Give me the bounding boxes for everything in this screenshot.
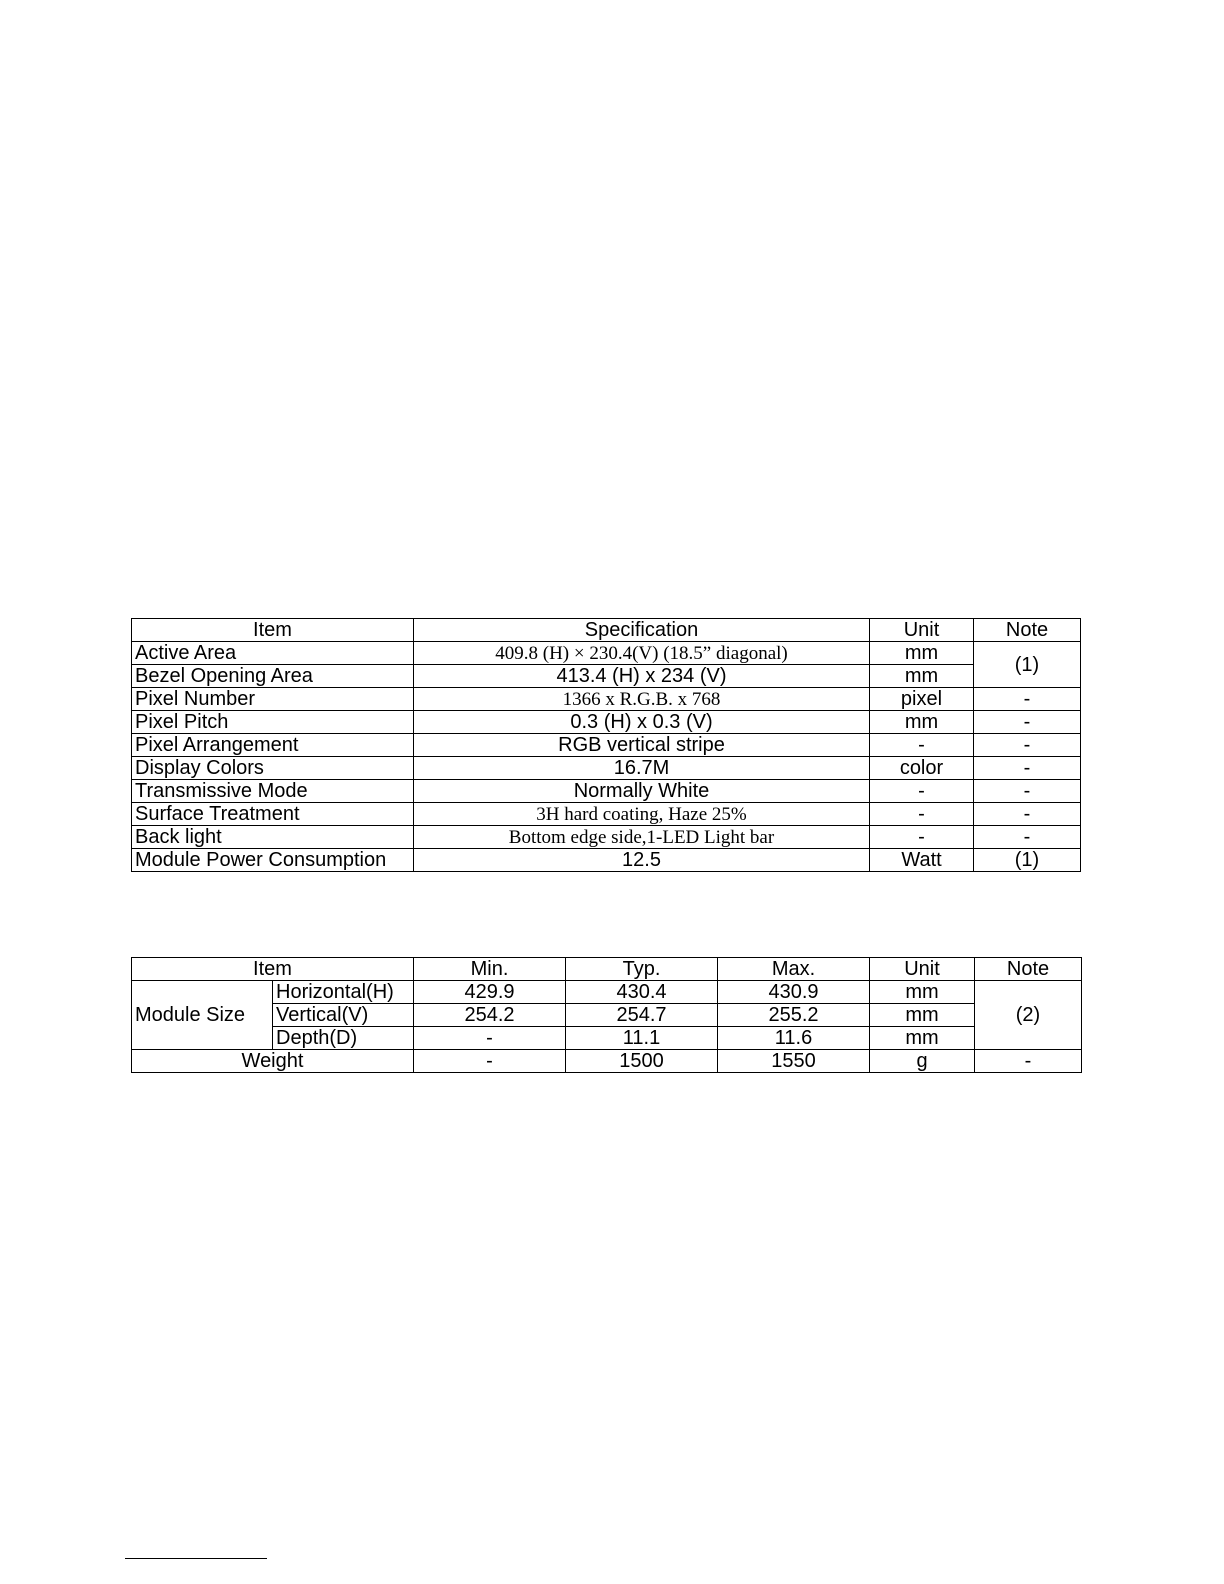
row-item: Module Power Consumption [132, 849, 414, 872]
row-max: 11.6 [718, 1027, 870, 1050]
row-max: 255.2 [718, 1004, 870, 1027]
header-item: Item [132, 619, 414, 642]
row-typ: 430.4 [566, 981, 718, 1004]
table-row [132, 1050, 1082, 1073]
row-item: Transmissive Mode [132, 780, 414, 803]
row-spec: 12.5 [414, 849, 870, 872]
header-unit: Unit [870, 619, 974, 642]
row-spec: 1366 x R.G.B. x 768 [414, 688, 870, 711]
header-unit: Unit [870, 958, 975, 981]
row-unit: mm [870, 1027, 975, 1050]
header-note: Note [975, 958, 1082, 981]
table-row [132, 826, 1081, 849]
table-row [132, 734, 1081, 757]
table-row [132, 1004, 1082, 1027]
footnote-divider [125, 1558, 267, 1559]
table-row [132, 1027, 1082, 1050]
row-sub-item: Depth(D) [273, 1027, 414, 1050]
row-spec: 3H hard coating, Haze 25% [414, 803, 870, 826]
row-item: Pixel Arrangement [132, 734, 414, 757]
row-spec: 413.4 (H) x 234 (V) [414, 665, 870, 688]
header-specification: Specification [414, 619, 870, 642]
row-max: 1550 [718, 1050, 870, 1073]
row-spec: 0.3 (H) x 0.3 (V) [414, 711, 870, 734]
table-row [132, 981, 1082, 1004]
row-min: - [414, 1027, 566, 1050]
row-min: - [414, 1050, 566, 1073]
row-note: - [974, 780, 1081, 803]
mechanical-specification-table [131, 957, 1082, 1073]
row-unit: - [870, 826, 974, 849]
row-note: - [974, 803, 1081, 826]
row-typ: 1500 [566, 1050, 718, 1073]
row-typ: 254.7 [566, 1004, 718, 1027]
row-item: Back light [132, 826, 414, 849]
row-item: Bezel Opening Area [132, 665, 414, 688]
row-typ: 11.1 [566, 1027, 718, 1050]
row-unit: g [870, 1050, 975, 1073]
table-row [132, 665, 1081, 688]
row-note: - [974, 826, 1081, 849]
weight-label: Weight [132, 1050, 414, 1073]
table-row [132, 688, 1081, 711]
row-min: 254.2 [414, 1004, 566, 1027]
header-typ: Typ. [566, 958, 718, 981]
row-sub-item: Vertical(V) [273, 1004, 414, 1027]
row-unit: - [870, 734, 974, 757]
header-max: Max. [718, 958, 870, 981]
row-note: - [974, 711, 1081, 734]
table-row [132, 780, 1081, 803]
module-size-label: Module Size [132, 981, 273, 1050]
general-specification-table [131, 618, 1081, 872]
row-item: Pixel Number [132, 688, 414, 711]
table-row [132, 849, 1081, 872]
row-item: Pixel Pitch [132, 711, 414, 734]
table-header-row [132, 619, 1081, 642]
table-row [132, 711, 1081, 734]
row-note: - [974, 688, 1081, 711]
table-row [132, 642, 1081, 665]
header-min: Min. [414, 958, 566, 981]
row-unit: mm [870, 1004, 975, 1027]
row-unit: color [870, 757, 974, 780]
header-item: Item [132, 958, 414, 981]
row-note: - [974, 734, 1081, 757]
row-note: - [974, 757, 1081, 780]
row-unit: - [870, 780, 974, 803]
row-unit: mm [870, 711, 974, 734]
row-max: 430.9 [718, 981, 870, 1004]
row-unit: - [870, 803, 974, 826]
table-row [132, 803, 1081, 826]
row-note: (1) [974, 849, 1081, 872]
row-note: - [975, 1050, 1082, 1073]
row-spec: Bottom edge side,1-LED Light bar [414, 826, 870, 849]
row-unit: mm [870, 665, 974, 688]
row-spec: 16.7M [414, 757, 870, 780]
table-header-row [132, 958, 1082, 981]
row-unit: mm [870, 981, 975, 1004]
row-item: Surface Treatment [132, 803, 414, 826]
row-unit: pixel [870, 688, 974, 711]
module-size-note: (2) [975, 981, 1082, 1050]
table-row [132, 757, 1081, 780]
row-unit: Watt [870, 849, 974, 872]
row-min: 429.9 [414, 981, 566, 1004]
header-note: Note [974, 619, 1081, 642]
row-sub-item: Horizontal(H) [273, 981, 414, 1004]
row-item: Active Area [132, 642, 414, 665]
row-spec: 409.8 (H) × 230.4(V) (18.5” diagonal) [414, 642, 870, 665]
row-unit: mm [870, 642, 974, 665]
row-spec: RGB vertical stripe [414, 734, 870, 757]
row-spec: Normally White [414, 780, 870, 803]
row-item: Display Colors [132, 757, 414, 780]
row-note: (1) [974, 642, 1081, 688]
